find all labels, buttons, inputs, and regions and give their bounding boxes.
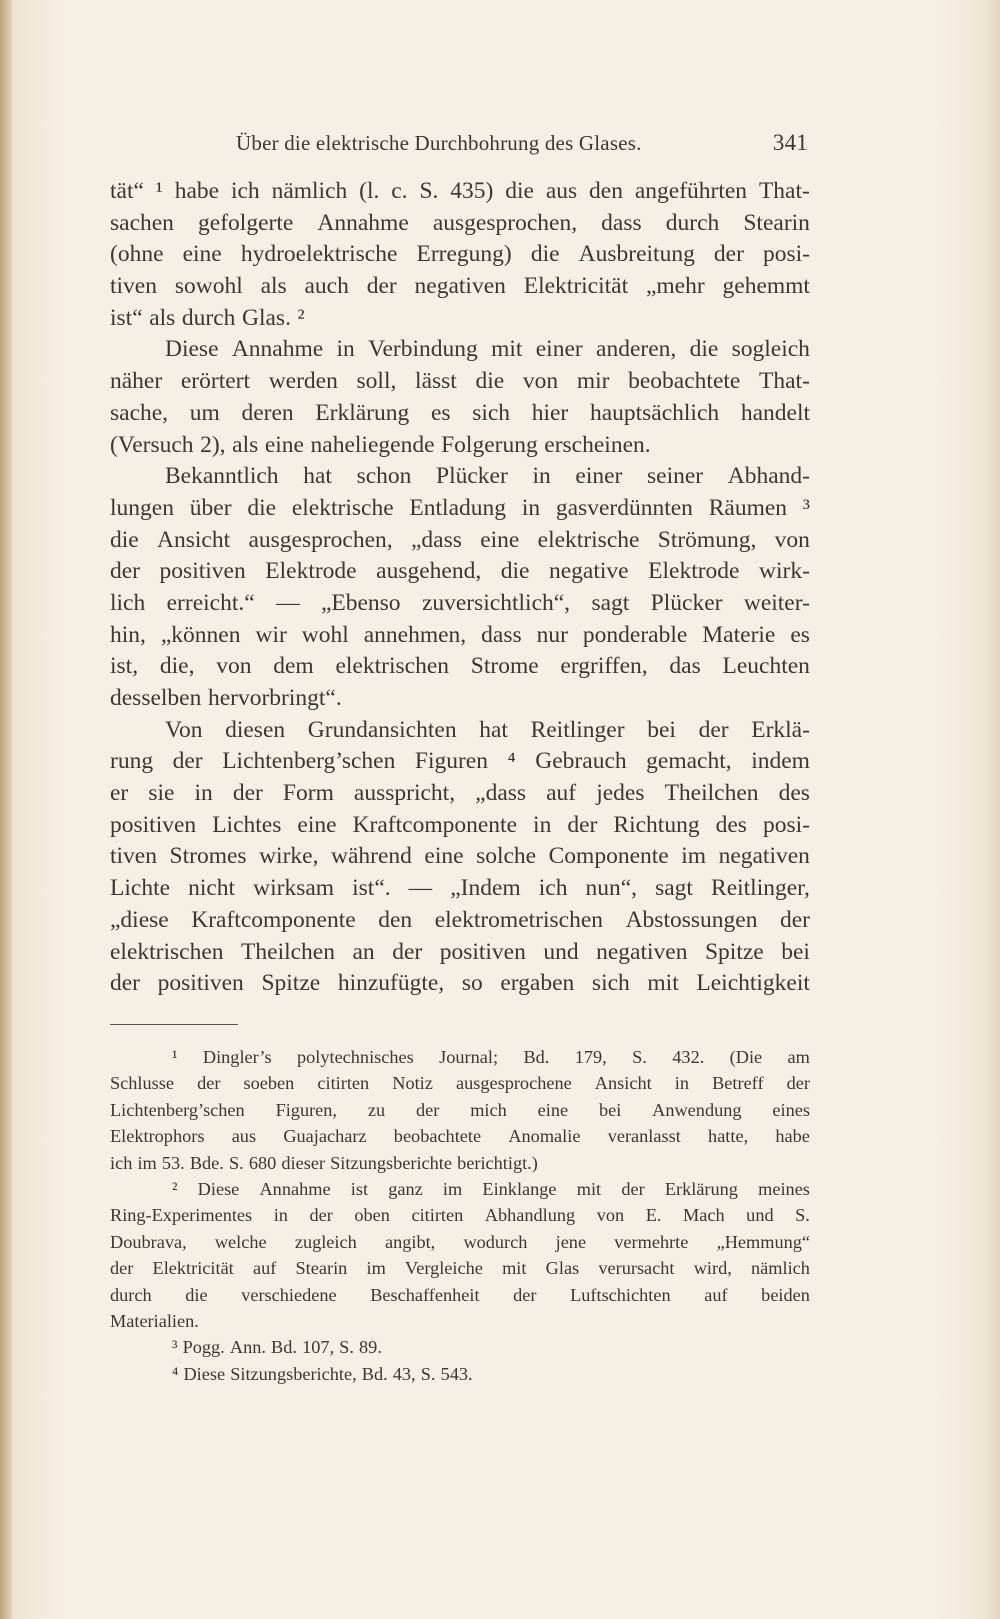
text-line: Bekanntlich hat schon Plücker in einer seiner Abhand- — [165, 463, 810, 490]
page-number: 341 — [772, 130, 808, 155]
footnotes — [110, 1044, 810, 1387]
footnote-line: Ring-Experimentes in der oben citirten Abhandlung von E. Mach und S. — [110, 1205, 810, 1226]
text-line: elektrischen Theilchen an der positiven und negativen Spitze bei — [110, 938, 810, 965]
footnote-line: ¹ Dingler’s polytechnisches Journal; Bd. 179, S. 432. (Die am — [172, 1047, 810, 1067]
running-title: Über die elektrische Durchbohrung des Glases. — [236, 131, 642, 155]
text-line: „diese Kraftcomponente den elektrometrischen Abstossungen der — [110, 906, 810, 933]
body-text — [110, 176, 810, 1000]
text-line: desselben hervorbringt“. — [110, 685, 342, 711]
footnote-line: ich im 53. Bde. S. 680 dieser Sitzungsberichte berichtigt.) — [110, 1152, 538, 1173]
text-line: lich erreicht.“ — „Ebenso zuversichtlich“, sagt Plücker weiter- — [110, 589, 810, 616]
footnote-line: Lichtenberg’schen Figuren, zu der mich eine bei Anwendung eines — [110, 1099, 810, 1120]
text-line: er sie in der Form ausspricht, „dass auf jedes Theilchen des — [110, 780, 810, 807]
footnote-line: ⁴ Diese Sitzungsberichte, Bd. 43, S. 543. — [172, 1363, 473, 1384]
text-line: sachen gefolgerte Annahme ausgesprochen, dass durch Stearin — [110, 209, 810, 236]
footnote-line: Materialien. — [110, 1310, 199, 1331]
footnote-line: der Elektricität auf Stearin im Vergleiche mit Glas verursacht wird, nämlich — [110, 1258, 810, 1279]
text-line: Von diesen Grundansichten hat Reitlinger bei der Erklä- — [165, 716, 810, 743]
footnote-line: Doubrava, welche zugleich angibt, wodurch jene vermehrte „Hemmung“ — [110, 1231, 810, 1252]
footnote-line: ³ Pogg. Ann. Bd. 107, S. 89. — [172, 1337, 382, 1358]
footnote-line: ² Diese Annahme ist ganz im Einklange mit der Erklärung meines — [172, 1178, 810, 1199]
footnote-line: Elektrophors aus Guajacharz beobachtete Anomalie veranlasst hatte, habe — [110, 1126, 810, 1147]
text-line: der positiven Spitze hinzufügte, so ergaben sich mit Leichtigkeit — [110, 970, 810, 997]
footnote-line: Schlusse der soeben citirten Notiz ausgesprochene Ansicht in Betreff der — [110, 1073, 810, 1094]
text-line: ist, die, von dem elektrischen Strome ergriffen, das Leuchten — [110, 653, 810, 680]
text-line: rung der Lichtenberg’schen Figuren ⁴ Gebrauch gemacht, indem — [110, 748, 810, 775]
footnote-divider — [110, 1024, 238, 1025]
text-line: tiven sowohl als auch der negativen Elektricität „mehr gehemmt — [110, 273, 810, 300]
text-line: der positiven Elektrode ausgehend, die negative Elektrode wirk- — [110, 558, 810, 585]
text-line: lungen über die elektrische Entladung in gasverdünnten Räumen ³ — [110, 494, 810, 521]
text-line: näher erörtert werden soll, lässt die von mir beobachtete That- — [110, 368, 810, 395]
text-line: positiven Lichtes eine Kraftcomponente in der Richtung des posi- — [110, 811, 810, 838]
page-binding-edge — [0, 0, 12, 1619]
running-head — [236, 130, 808, 164]
text-line: sache, um deren Erklärung es sich hier hauptsächlich handelt — [110, 399, 810, 426]
text-line: ist“ als durch Glas. ² — [110, 304, 305, 331]
text-line: tät“ ¹ habe ich nämlich (l. c. S. 435) die aus den angeführten That- — [110, 178, 810, 204]
text-line: (ohne eine hydroelektrische Erregung) die Ausbreitung der posi- — [110, 241, 810, 268]
text-line: (Versuch 2), als eine naheliegende Folgerung erscheinen. — [110, 431, 651, 458]
text-line: tiven Stromes wirke, während eine solche Componente im negativen — [110, 843, 810, 870]
footnote-line: durch die verschiedene Beschaffenheit der Luftschichten auf beiden — [110, 1284, 810, 1305]
text-line: Lichte nicht wirksam ist“. — „Indem ich nun“, sagt Reitlinger, — [110, 875, 810, 902]
text-line: Diese Annahme in Verbindung mit einer anderen, die sogleich — [165, 336, 810, 363]
text-line: hin, „können wir wohl annehmen, dass nur ponderable Materie es — [110, 621, 810, 648]
text-line: die Ansicht ausgesprochen, „dass eine elektrische Strömung, von — [110, 526, 810, 553]
